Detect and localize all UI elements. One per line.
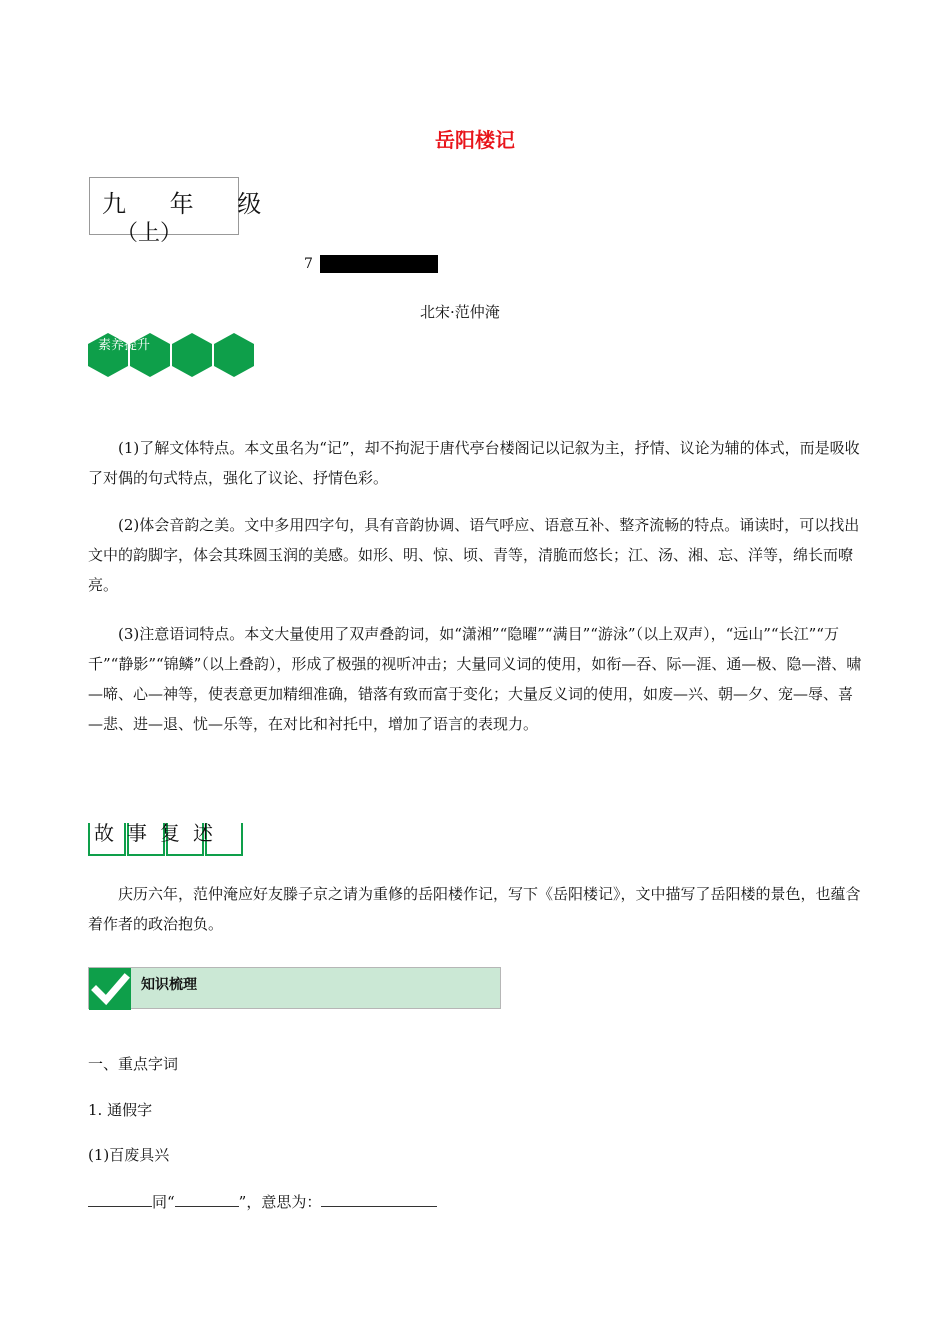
qualities-section-header [88,333,258,377]
heading-key-words: 一、重点字词 [88,1055,179,1073]
fill-in-line [88,1191,437,1212]
lesson-number: 7 [304,256,313,272]
knowledge-section-header [88,967,501,1009]
story-section-title: 故事复述 [94,821,226,845]
story-section-header [88,823,244,858]
knowledge-section-title: 知识梳理 [141,977,197,993]
same-as-label: 同“ [152,1193,175,1211]
redaction-bar [320,255,438,273]
paragraph-style: (1)了解文体特点。本文虽名为“记”，却不拘泥于唐代亭台楼阁记以记叙为主，抒情、议论为辅的体式，而是吸收了对偶的句式特点，强化了议论、抒情色彩。 [88,439,860,487]
grade-label-box [89,177,280,246]
hexagon-decoration [172,333,212,377]
paragraph-words: (3)注意语词特点。本文大量使用了双声叠韵词，如“潇湘”“隐曜”“满目”“游泳”（以上双声），“远山”“长江”“万千”“静影”“锦鳞”（以上叠韵），形成了极强的视听冲击；大量同义词的使用，如衔—吞、际—涯、通—极、隐—潜、啸—啼、心—神等，使表意更加精细准确，错落有致而富于变化；大量反义词的使用，如废—兴、朝—夕、宠—辱、喜—悲、进—退、忧—乐等，在对比和衬托中，增加了语言的表现力。 [88,625,862,733]
item-baifei: (1)百废具兴 [88,1146,170,1164]
grade-label: 九 年 级 [102,190,280,218]
meaning-label: ”，意思为： [238,1193,322,1211]
hexagon-decoration [214,333,254,377]
author-line: 北宋·范仲淹 [420,303,500,321]
paragraph-rhyme: (2)体会音韵之美。文中多用四字句，具有音韵协调、语气呼应、语意互补、整齐流畅的特点。诵读时，可以找出文中的韵脚字，体会其珠圆玉润的美感。如形、明、惊、顷、青等，清脆而悠长；江、汤、湘、忘、洋等，绵长而嘹亮。 [88,516,860,594]
answer-blank[interactable] [175,1192,239,1207]
grade-term-label: （上） [116,221,183,246]
answer-blank[interactable] [88,1192,152,1207]
page-title: 岳阳楼记 [435,128,515,152]
heading-tongjiazi: 1. 通假字 [88,1101,153,1119]
answer-blank[interactable] [321,1192,437,1207]
qualities-section-title: 素养提升 [98,338,151,353]
checkmark-icon [89,968,131,1010]
story-paragraph: 庆历六年，范仲淹应好友滕子京之请为重修的岳阳楼作记，写下《岳阳楼记》，文中描写了岳阳楼的景色，也蕴含着作者的政治抱负。 [88,885,861,933]
